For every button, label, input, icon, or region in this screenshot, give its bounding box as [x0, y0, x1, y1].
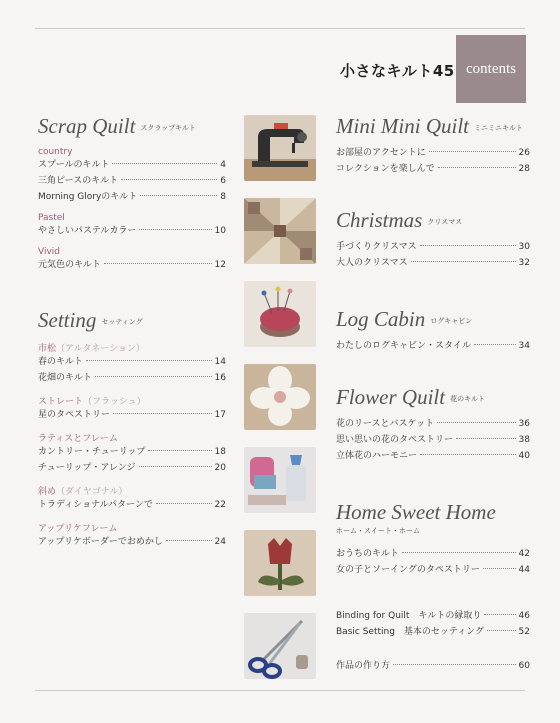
- section-home-sweet-home: [336, 500, 530, 578]
- toc-entry[interactable]: 元気色のキルト 12: [38, 260, 226, 270]
- section-extras: [336, 608, 530, 674]
- toc-entry[interactable]: 春のキルト 14: [38, 357, 226, 367]
- section-title: Log Cabin ログキャビン: [336, 307, 473, 331]
- section-title: Christmas クリスマス: [336, 208, 463, 232]
- section-title: Mini Mini Quilt ミニミニキルト: [336, 114, 523, 138]
- toc-entry[interactable]: コレクションを楽しんで 28: [336, 164, 530, 174]
- section-flower-quilt: [336, 385, 530, 464]
- category-label: Vivid: [38, 247, 60, 257]
- toc-entry[interactable]: わたしのログキャビン・スタイル 34: [336, 341, 530, 351]
- toc-entry[interactable]: 大人のクリスマス 32: [336, 258, 530, 268]
- toc-entry[interactable]: 思い思いの花のタペストリー 38: [336, 435, 530, 445]
- toc-entry[interactable]: 三角ピースのキルト 6: [38, 176, 226, 186]
- toc-entry[interactable]: トラディショナルパターンで 22: [38, 500, 226, 510]
- section-title: Home Sweet Home: [336, 500, 496, 524]
- toc-entry[interactable]: おうちのキルト 42: [336, 549, 530, 559]
- section-mini-mini-quilt: [336, 114, 530, 177]
- white-flower-image: [244, 364, 316, 430]
- top-rule: [35, 28, 525, 29]
- toc-entry[interactable]: 手づくりクリスマス 30: [336, 242, 530, 252]
- toc-entry[interactable]: アップリケボーダーでおめかし 24: [38, 537, 226, 547]
- pinwheel-block-image: [244, 198, 316, 264]
- toc-entry[interactable]: カントリー・チューリップ 18: [38, 447, 226, 457]
- toc-entry[interactable]: Binding for Quilt キルトの縁取り 46: [336, 611, 530, 621]
- section-christmas: [336, 208, 530, 271]
- bottom-rule: [35, 690, 525, 691]
- toc-entry[interactable]: お部屋のアクセントに 26: [336, 148, 530, 158]
- sewing-machine-quilt-image: [244, 115, 316, 181]
- category-label: country: [38, 147, 73, 157]
- section-title: Flower Quilt 花のキルト: [336, 385, 486, 409]
- toc-entry[interactable]: やさしいパステルカラー 10: [38, 226, 226, 236]
- toc-entry[interactable]: 作品の作り方 60: [336, 661, 530, 671]
- category-label: ストレート（フラッシュ）: [38, 397, 146, 407]
- category-label: 斜め（ダイヤゴナル）: [38, 487, 128, 497]
- tulip-image: [244, 530, 316, 596]
- category-label: ラティスとフレーム: [38, 434, 118, 444]
- toc-entry[interactable]: スプールのキルト 4: [38, 160, 226, 170]
- toc-entry[interactable]: Basic Setting 基本のセッティング 52: [336, 627, 530, 637]
- category-label: 市松（アルタネーション）: [38, 344, 145, 354]
- section-scrap-quilt: [38, 114, 226, 273]
- section-title: Setting セッティング: [38, 308, 143, 332]
- section-title: Scrap Quilt スクラップキルト: [38, 114, 196, 138]
- contents-badge: [456, 35, 526, 103]
- category-label: アップリケフレーム: [38, 524, 118, 534]
- contents-label: contents: [466, 60, 516, 77]
- section-setting: [38, 308, 226, 550]
- section-subtitle: ホーム・スイート・ホーム: [336, 527, 420, 535]
- category-label: Pastel: [38, 213, 65, 223]
- toc-entry[interactable]: 花畑のキルト 16: [38, 373, 226, 383]
- toc-entry[interactable]: 女の子とソーイングのタペストリー 44: [336, 565, 530, 575]
- toc-entry[interactable]: チューリップ・アレンジ 20: [38, 463, 226, 473]
- toc-entry[interactable]: Morning Gloryのキルト 8: [38, 192, 226, 202]
- book-title: 小さなキルト45: [340, 62, 455, 80]
- pincushion-image: [244, 281, 316, 347]
- toc-entry[interactable]: 星のタペストリー 17: [38, 410, 226, 420]
- toc-entry[interactable]: 花のリースとバスケット 36: [336, 419, 530, 429]
- sewing-tools-image: [244, 447, 316, 513]
- scissors-image: [244, 613, 316, 679]
- toc-entry[interactable]: 立体花のハーモニー 40: [336, 451, 530, 461]
- section-log-cabin: [336, 307, 530, 354]
